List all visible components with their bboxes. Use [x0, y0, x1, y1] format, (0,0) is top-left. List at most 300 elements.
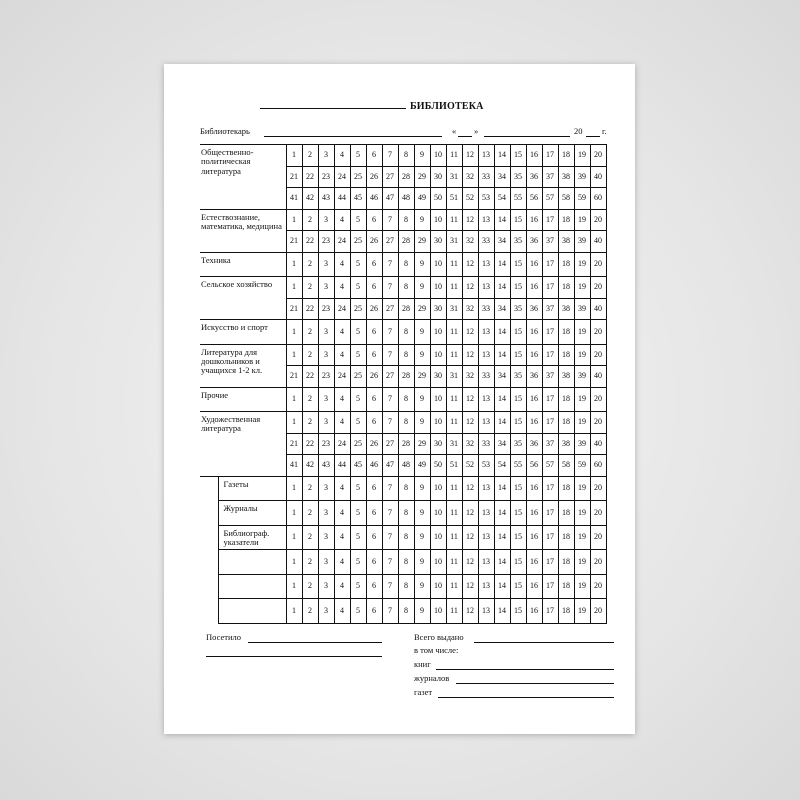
number-cell[interactable]: 10 — [430, 252, 446, 277]
number-cell[interactable]: 7 — [382, 387, 398, 412]
number-cell[interactable]: 3 — [318, 501, 334, 526]
number-cell[interactable]: 29 — [414, 166, 430, 188]
number-cell[interactable]: 14 — [494, 344, 510, 366]
number-cell[interactable]: 29 — [414, 298, 430, 320]
number-cell[interactable]: 35 — [510, 166, 526, 188]
number-cell[interactable]: 13 — [478, 501, 494, 526]
number-cell[interactable]: 27 — [382, 366, 398, 388]
number-cell[interactable]: 18 — [558, 525, 574, 550]
number-cell[interactable]: 50 — [430, 455, 446, 477]
number-cell[interactable]: 1 — [286, 550, 302, 575]
number-cell[interactable]: 17 — [542, 344, 558, 366]
number-cell[interactable]: 8 — [398, 550, 414, 575]
number-cell[interactable]: 4 — [334, 525, 350, 550]
number-cell[interactable]: 28 — [398, 433, 414, 455]
number-cell[interactable]: 1 — [286, 145, 302, 167]
number-cell[interactable]: 16 — [526, 320, 542, 345]
number-cell[interactable]: 9 — [414, 387, 430, 412]
number-cell[interactable]: 2 — [302, 550, 318, 575]
number-cell[interactable]: 11 — [446, 145, 462, 167]
number-cell[interactable]: 16 — [526, 525, 542, 550]
number-cell[interactable]: 5 — [350, 599, 366, 624]
number-cell[interactable]: 5 — [350, 412, 366, 434]
number-cell[interactable]: 16 — [526, 145, 542, 167]
number-cell[interactable]: 24 — [334, 231, 350, 253]
number-cell[interactable]: 24 — [334, 433, 350, 455]
number-cell[interactable]: 19 — [574, 145, 590, 167]
number-cell[interactable]: 60 — [590, 188, 606, 210]
number-cell[interactable]: 18 — [558, 599, 574, 624]
number-cell[interactable]: 4 — [334, 501, 350, 526]
number-cell[interactable]: 11 — [446, 277, 462, 299]
number-cell[interactable]: 43 — [318, 455, 334, 477]
number-cell[interactable]: 10 — [430, 387, 446, 412]
number-cell[interactable]: 15 — [510, 501, 526, 526]
number-cell[interactable]: 9 — [414, 145, 430, 167]
newspapers-line[interactable] — [438, 697, 614, 698]
number-cell[interactable]: 30 — [430, 166, 446, 188]
number-cell[interactable]: 40 — [590, 166, 606, 188]
number-cell[interactable]: 3 — [318, 599, 334, 624]
number-cell[interactable]: 32 — [462, 433, 478, 455]
number-cell[interactable]: 14 — [494, 320, 510, 345]
number-cell[interactable]: 49 — [414, 455, 430, 477]
number-cell[interactable]: 3 — [318, 277, 334, 299]
number-cell[interactable]: 19 — [574, 252, 590, 277]
number-cell[interactable]: 25 — [350, 298, 366, 320]
number-cell[interactable]: 22 — [302, 366, 318, 388]
number-cell[interactable]: 33 — [478, 231, 494, 253]
number-cell[interactable]: 35 — [510, 433, 526, 455]
number-cell[interactable]: 20 — [590, 574, 606, 599]
number-cell[interactable]: 8 — [398, 277, 414, 299]
number-cell[interactable]: 39 — [574, 366, 590, 388]
number-cell[interactable]: 4 — [334, 574, 350, 599]
number-cell[interactable]: 5 — [350, 574, 366, 599]
number-cell[interactable]: 11 — [446, 476, 462, 501]
number-cell[interactable]: 21 — [286, 298, 302, 320]
number-cell[interactable]: 40 — [590, 298, 606, 320]
number-cell[interactable]: 41 — [286, 455, 302, 477]
number-cell[interactable]: 25 — [350, 231, 366, 253]
number-cell[interactable]: 33 — [478, 433, 494, 455]
number-cell[interactable]: 13 — [478, 145, 494, 167]
number-cell[interactable]: 2 — [302, 501, 318, 526]
number-cell[interactable]: 10 — [430, 525, 446, 550]
number-cell[interactable]: 29 — [414, 231, 430, 253]
number-cell[interactable]: 21 — [286, 166, 302, 188]
number-cell[interactable]: 6 — [366, 476, 382, 501]
number-cell[interactable]: 6 — [366, 501, 382, 526]
number-cell[interactable]: 10 — [430, 476, 446, 501]
number-cell[interactable]: 3 — [318, 476, 334, 501]
number-cell[interactable]: 16 — [526, 412, 542, 434]
number-cell[interactable]: 4 — [334, 277, 350, 299]
number-cell[interactable]: 20 — [590, 209, 606, 231]
number-cell[interactable]: 30 — [430, 433, 446, 455]
number-cell[interactable]: 7 — [382, 145, 398, 167]
number-cell[interactable]: 3 — [318, 320, 334, 345]
number-cell[interactable]: 7 — [382, 550, 398, 575]
number-cell[interactable]: 1 — [286, 574, 302, 599]
visited-line[interactable] — [248, 642, 382, 643]
number-cell[interactable]: 17 — [542, 476, 558, 501]
number-cell[interactable]: 40 — [590, 231, 606, 253]
number-cell[interactable]: 1 — [286, 277, 302, 299]
number-cell[interactable]: 25 — [350, 166, 366, 188]
number-cell[interactable]: 4 — [334, 209, 350, 231]
number-cell[interactable]: 9 — [414, 344, 430, 366]
number-cell[interactable]: 30 — [430, 231, 446, 253]
number-cell[interactable]: 57 — [542, 188, 558, 210]
number-cell[interactable]: 5 — [350, 320, 366, 345]
number-cell[interactable]: 15 — [510, 476, 526, 501]
total-line[interactable] — [474, 642, 614, 643]
number-cell[interactable]: 13 — [478, 320, 494, 345]
number-cell[interactable]: 25 — [350, 366, 366, 388]
number-cell[interactable]: 14 — [494, 599, 510, 624]
number-cell[interactable]: 18 — [558, 277, 574, 299]
number-cell[interactable]: 48 — [398, 188, 414, 210]
number-cell[interactable]: 26 — [366, 433, 382, 455]
number-cell[interactable]: 12 — [462, 209, 478, 231]
number-cell[interactable]: 5 — [350, 525, 366, 550]
number-cell[interactable]: 10 — [430, 599, 446, 624]
number-cell[interactable]: 20 — [590, 599, 606, 624]
number-cell[interactable]: 45 — [350, 188, 366, 210]
number-cell[interactable]: 20 — [590, 320, 606, 345]
number-cell[interactable]: 36 — [526, 433, 542, 455]
number-cell[interactable]: 57 — [542, 455, 558, 477]
number-cell[interactable]: 23 — [318, 366, 334, 388]
number-cell[interactable]: 20 — [590, 252, 606, 277]
number-cell[interactable]: 38 — [558, 231, 574, 253]
number-cell[interactable]: 12 — [462, 525, 478, 550]
number-cell[interactable]: 39 — [574, 166, 590, 188]
number-cell[interactable]: 27 — [382, 433, 398, 455]
number-cell[interactable]: 19 — [574, 277, 590, 299]
number-cell[interactable]: 9 — [414, 320, 430, 345]
number-cell[interactable]: 47 — [382, 188, 398, 210]
number-cell[interactable]: 5 — [350, 145, 366, 167]
number-cell[interactable]: 24 — [334, 166, 350, 188]
number-cell[interactable]: 3 — [318, 574, 334, 599]
number-cell[interactable]: 23 — [318, 231, 334, 253]
number-cell[interactable]: 16 — [526, 574, 542, 599]
number-cell[interactable]: 18 — [558, 550, 574, 575]
number-cell[interactable]: 10 — [430, 574, 446, 599]
number-cell[interactable]: 26 — [366, 231, 382, 253]
number-cell[interactable]: 40 — [590, 366, 606, 388]
number-cell[interactable]: 32 — [462, 166, 478, 188]
number-cell[interactable]: 4 — [334, 476, 350, 501]
number-cell[interactable]: 1 — [286, 344, 302, 366]
number-cell[interactable]: 7 — [382, 574, 398, 599]
number-cell[interactable]: 6 — [366, 320, 382, 345]
magazines-line[interactable] — [456, 683, 614, 684]
number-cell[interactable]: 12 — [462, 574, 478, 599]
number-cell[interactable]: 13 — [478, 525, 494, 550]
number-cell[interactable]: 2 — [302, 412, 318, 434]
number-cell[interactable]: 7 — [382, 525, 398, 550]
number-cell[interactable]: 12 — [462, 145, 478, 167]
number-cell[interactable]: 11 — [446, 320, 462, 345]
number-cell[interactable]: 24 — [334, 298, 350, 320]
number-cell[interactable]: 55 — [510, 455, 526, 477]
number-cell[interactable]: 46 — [366, 455, 382, 477]
number-cell[interactable]: 31 — [446, 166, 462, 188]
number-cell[interactable]: 17 — [542, 525, 558, 550]
number-cell[interactable]: 19 — [574, 574, 590, 599]
number-cell[interactable]: 7 — [382, 344, 398, 366]
number-cell[interactable]: 29 — [414, 433, 430, 455]
number-cell[interactable]: 36 — [526, 231, 542, 253]
number-cell[interactable]: 36 — [526, 166, 542, 188]
number-cell[interactable]: 58 — [558, 188, 574, 210]
number-cell[interactable]: 20 — [590, 145, 606, 167]
number-cell[interactable]: 51 — [446, 455, 462, 477]
number-cell[interactable]: 4 — [334, 412, 350, 434]
number-cell[interactable]: 8 — [398, 209, 414, 231]
number-cell[interactable]: 20 — [590, 476, 606, 501]
number-cell[interactable]: 34 — [494, 231, 510, 253]
number-cell[interactable]: 26 — [366, 298, 382, 320]
number-cell[interactable]: 37 — [542, 366, 558, 388]
number-cell[interactable]: 32 — [462, 366, 478, 388]
number-cell[interactable]: 16 — [526, 501, 542, 526]
number-cell[interactable]: 19 — [574, 412, 590, 434]
number-cell[interactable]: 20 — [590, 387, 606, 412]
number-cell[interactable]: 38 — [558, 433, 574, 455]
number-cell[interactable]: 9 — [414, 599, 430, 624]
number-cell[interactable]: 11 — [446, 387, 462, 412]
number-cell[interactable]: 10 — [430, 550, 446, 575]
number-cell[interactable]: 26 — [366, 366, 382, 388]
number-cell[interactable]: 49 — [414, 188, 430, 210]
number-cell[interactable]: 2 — [302, 525, 318, 550]
number-cell[interactable]: 6 — [366, 412, 382, 434]
number-cell[interactable]: 1 — [286, 525, 302, 550]
number-cell[interactable]: 13 — [478, 252, 494, 277]
number-cell[interactable]: 34 — [494, 366, 510, 388]
number-cell[interactable]: 6 — [366, 525, 382, 550]
number-cell[interactable]: 7 — [382, 599, 398, 624]
number-cell[interactable]: 48 — [398, 455, 414, 477]
number-cell[interactable]: 17 — [542, 550, 558, 575]
number-cell[interactable]: 10 — [430, 501, 446, 526]
number-cell[interactable]: 22 — [302, 166, 318, 188]
number-cell[interactable]: 11 — [446, 550, 462, 575]
number-cell[interactable]: 4 — [334, 344, 350, 366]
number-cell[interactable]: 6 — [366, 387, 382, 412]
number-cell[interactable]: 56 — [526, 188, 542, 210]
number-cell[interactable]: 37 — [542, 298, 558, 320]
number-cell[interactable]: 18 — [558, 344, 574, 366]
number-cell[interactable]: 14 — [494, 277, 510, 299]
number-cell[interactable]: 28 — [398, 231, 414, 253]
number-cell[interactable]: 7 — [382, 252, 398, 277]
number-cell[interactable]: 51 — [446, 188, 462, 210]
number-cell[interactable]: 6 — [366, 145, 382, 167]
number-cell[interactable]: 5 — [350, 550, 366, 575]
number-cell[interactable]: 7 — [382, 501, 398, 526]
number-cell[interactable]: 11 — [446, 209, 462, 231]
number-cell[interactable]: 8 — [398, 574, 414, 599]
number-cell[interactable]: 20 — [590, 344, 606, 366]
number-cell[interactable]: 30 — [430, 298, 446, 320]
number-cell[interactable]: 12 — [462, 277, 478, 299]
number-cell[interactable]: 25 — [350, 433, 366, 455]
number-cell[interactable]: 23 — [318, 166, 334, 188]
number-cell[interactable]: 20 — [590, 412, 606, 434]
number-cell[interactable]: 3 — [318, 412, 334, 434]
number-cell[interactable]: 5 — [350, 501, 366, 526]
number-cell[interactable]: 9 — [414, 476, 430, 501]
number-cell[interactable]: 43 — [318, 188, 334, 210]
number-cell[interactable]: 6 — [366, 344, 382, 366]
number-cell[interactable]: 16 — [526, 344, 542, 366]
number-cell[interactable]: 10 — [430, 209, 446, 231]
number-cell[interactable]: 54 — [494, 188, 510, 210]
number-cell[interactable]: 8 — [398, 412, 414, 434]
number-cell[interactable]: 11 — [446, 574, 462, 599]
number-cell[interactable]: 8 — [398, 501, 414, 526]
number-cell[interactable]: 44 — [334, 188, 350, 210]
number-cell[interactable]: 17 — [542, 209, 558, 231]
number-cell[interactable]: 54 — [494, 455, 510, 477]
number-cell[interactable]: 2 — [302, 476, 318, 501]
number-cell[interactable]: 15 — [510, 412, 526, 434]
number-cell[interactable]: 16 — [526, 599, 542, 624]
number-cell[interactable]: 8 — [398, 525, 414, 550]
number-cell[interactable]: 16 — [526, 277, 542, 299]
number-cell[interactable]: 15 — [510, 599, 526, 624]
number-cell[interactable]: 17 — [542, 277, 558, 299]
number-cell[interactable]: 19 — [574, 476, 590, 501]
number-cell[interactable]: 17 — [542, 145, 558, 167]
number-cell[interactable]: 13 — [478, 344, 494, 366]
number-cell[interactable]: 23 — [318, 298, 334, 320]
number-cell[interactable]: 13 — [478, 550, 494, 575]
number-cell[interactable]: 18 — [558, 476, 574, 501]
number-cell[interactable]: 9 — [414, 277, 430, 299]
number-cell[interactable]: 6 — [366, 277, 382, 299]
number-cell[interactable]: 1 — [286, 501, 302, 526]
number-cell[interactable]: 7 — [382, 277, 398, 299]
number-cell[interactable]: 7 — [382, 209, 398, 231]
number-cell[interactable]: 18 — [558, 412, 574, 434]
number-cell[interactable]: 11 — [446, 252, 462, 277]
number-cell[interactable]: 13 — [478, 476, 494, 501]
number-cell[interactable]: 11 — [446, 344, 462, 366]
number-cell[interactable]: 35 — [510, 231, 526, 253]
number-cell[interactable]: 3 — [318, 145, 334, 167]
number-cell[interactable]: 20 — [590, 550, 606, 575]
number-cell[interactable]: 2 — [302, 599, 318, 624]
number-cell[interactable]: 21 — [286, 231, 302, 253]
number-cell[interactable]: 9 — [414, 209, 430, 231]
number-cell[interactable]: 12 — [462, 252, 478, 277]
number-cell[interactable]: 37 — [542, 433, 558, 455]
number-cell[interactable]: 5 — [350, 344, 366, 366]
number-cell[interactable]: 8 — [398, 599, 414, 624]
number-cell[interactable]: 2 — [302, 320, 318, 345]
number-cell[interactable]: 18 — [558, 252, 574, 277]
number-cell[interactable]: 34 — [494, 433, 510, 455]
number-cell[interactable]: 9 — [414, 574, 430, 599]
number-cell[interactable]: 13 — [478, 412, 494, 434]
number-cell[interactable]: 8 — [398, 476, 414, 501]
number-cell[interactable]: 2 — [302, 574, 318, 599]
number-cell[interactable]: 15 — [510, 277, 526, 299]
number-cell[interactable]: 9 — [414, 550, 430, 575]
number-cell[interactable]: 6 — [366, 209, 382, 231]
number-cell[interactable]: 28 — [398, 166, 414, 188]
number-cell[interactable]: 36 — [526, 298, 542, 320]
number-cell[interactable]: 2 — [302, 387, 318, 412]
number-cell[interactable]: 15 — [510, 252, 526, 277]
number-cell[interactable]: 10 — [430, 412, 446, 434]
number-cell[interactable]: 40 — [590, 433, 606, 455]
number-cell[interactable]: 4 — [334, 387, 350, 412]
number-cell[interactable]: 19 — [574, 501, 590, 526]
number-cell[interactable]: 10 — [430, 344, 446, 366]
number-cell[interactable]: 16 — [526, 550, 542, 575]
number-cell[interactable]: 42 — [302, 188, 318, 210]
number-cell[interactable]: 41 — [286, 188, 302, 210]
number-cell[interactable]: 17 — [542, 501, 558, 526]
number-cell[interactable]: 16 — [526, 252, 542, 277]
number-cell[interactable]: 10 — [430, 277, 446, 299]
number-cell[interactable]: 9 — [414, 412, 430, 434]
number-cell[interactable]: 36 — [526, 366, 542, 388]
number-cell[interactable]: 3 — [318, 387, 334, 412]
number-cell[interactable]: 24 — [334, 366, 350, 388]
number-cell[interactable]: 37 — [542, 166, 558, 188]
number-cell[interactable]: 15 — [510, 387, 526, 412]
number-cell[interactable]: 20 — [590, 525, 606, 550]
number-cell[interactable]: 14 — [494, 252, 510, 277]
number-cell[interactable]: 45 — [350, 455, 366, 477]
number-cell[interactable]: 33 — [478, 366, 494, 388]
number-cell[interactable]: 1 — [286, 252, 302, 277]
number-cell[interactable]: 2 — [302, 145, 318, 167]
number-cell[interactable]: 14 — [494, 501, 510, 526]
number-cell[interactable]: 5 — [350, 252, 366, 277]
number-cell[interactable]: 14 — [494, 145, 510, 167]
number-cell[interactable]: 17 — [542, 252, 558, 277]
number-cell[interactable]: 1 — [286, 387, 302, 412]
number-cell[interactable]: 2 — [302, 252, 318, 277]
number-cell[interactable]: 8 — [398, 344, 414, 366]
number-cell[interactable]: 26 — [366, 166, 382, 188]
number-cell[interactable]: 21 — [286, 366, 302, 388]
number-cell[interactable]: 13 — [478, 387, 494, 412]
number-cell[interactable]: 50 — [430, 188, 446, 210]
number-cell[interactable]: 6 — [366, 252, 382, 277]
number-cell[interactable]: 39 — [574, 433, 590, 455]
number-cell[interactable]: 38 — [558, 366, 574, 388]
number-cell[interactable]: 34 — [494, 298, 510, 320]
number-cell[interactable]: 9 — [414, 525, 430, 550]
number-cell[interactable]: 37 — [542, 231, 558, 253]
number-cell[interactable]: 1 — [286, 320, 302, 345]
number-cell[interactable]: 28 — [398, 298, 414, 320]
number-cell[interactable]: 3 — [318, 252, 334, 277]
number-cell[interactable]: 16 — [526, 476, 542, 501]
number-cell[interactable]: 8 — [398, 145, 414, 167]
number-cell[interactable]: 7 — [382, 476, 398, 501]
